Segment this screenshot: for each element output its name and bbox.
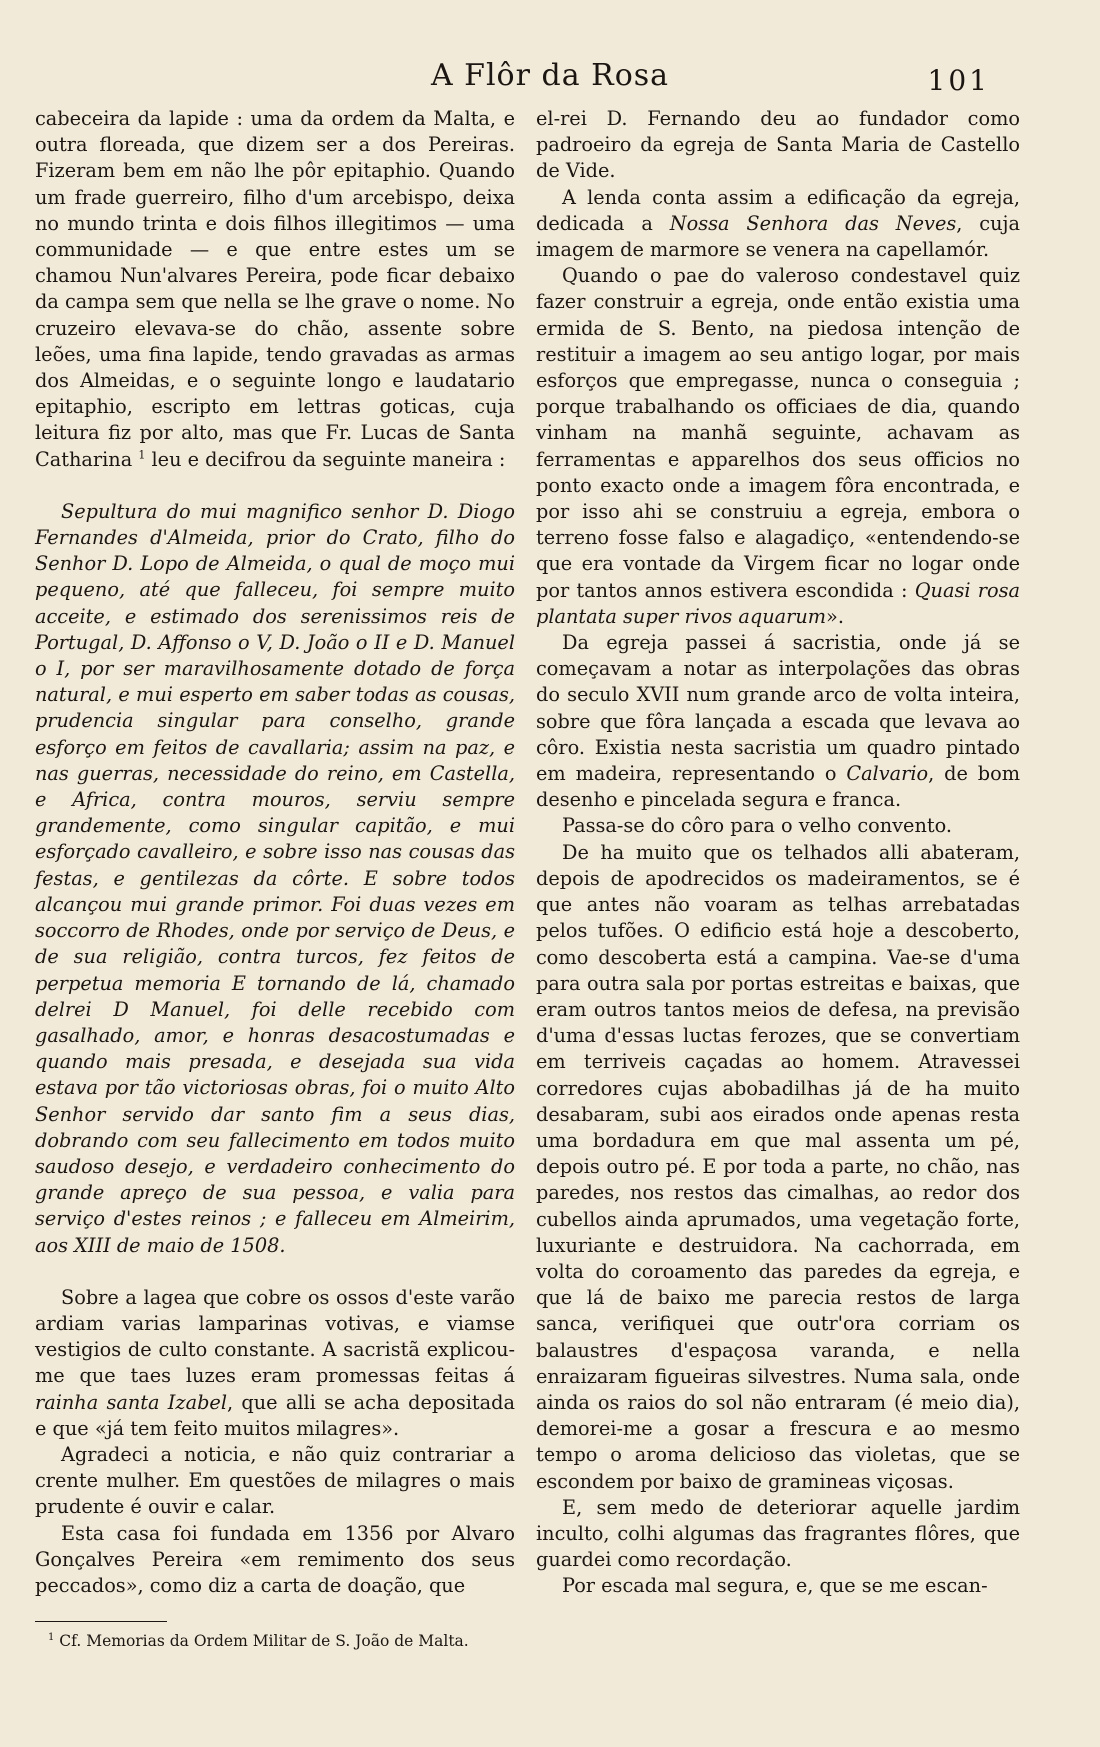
left-column [35, 106, 515, 1599]
paragraph: Esta casa foi fundada em 1356 por Alvaro Gonçalves Pereira «em remimento dos seus peccados», como diz a carta de doação, que [35, 1521, 515, 1597]
right-column [536, 106, 1020, 1600]
footnote-divider [35, 1621, 167, 1622]
paragraph: Agradeci a noticia, e não quiz contrariar a crente mulher. Em questões de milagres o mais prudente é ouvir e calar. [35, 1442, 515, 1519]
footnote-marker: 1 [48, 1631, 55, 1643]
footnote [48, 1630, 528, 1652]
running-head-title: A Flôr da Rosa [430, 58, 670, 93]
paragraph [536, 263, 1020, 630]
paragraph [35, 1285, 515, 1442]
page-number: 101 [927, 64, 990, 97]
text-run: leu e decifrou da seguinte maneira : [145, 447, 506, 471]
paragraph: el-rei D. Fernando deu ao fundador como padroeiro da egreja de Santa Maria de Castello de Vide. [536, 107, 1020, 183]
epitaph-inscription: Sepultura do mui magnifico senhor D. Diogo Fernandes d'Almeida, prior do Crato, filho do Senhor D. Lopo de Almeida, o qual de moço mui pequeno, até que falleceu, foi sempre muito acceite, e estimado dos serenissimos reis de Portugal, D. Affonso o V, D. João o II e D. Manuel o I, por ser maravilhosamente dotado de força natural, e mui esperto em saber todas as cousas, prudencia singular para conselho, grande esforço em feitos de cavallaria; assim na paz, e nas guerras, necessidade do reino, em Castella, e Africa, contra mouros, serviu sempre grandemente, como singular capitão, e mui esforçado cavalleiro, e sobre isso nas cousas das festas, e gentilezas da côrte. E sobre todos alcançou mui grande primor. Foi duas vezes em soccorro de Rhodes, onde por serviço de Deus, e de sua religião, contra turcos, fez feitos de perpetua memoria E tornando de lá, chamado delrei D Manuel, foi delle recebido com gasalhado, amor, e honras desacostumadas e quando mais presada, e desejada sua vida estava por tão victoriosas obras, foi o muito Alto Senhor servido dar santo fim a seus dias, dobrando com seu fallecimento em todos muito saudoso desejo, e verdadeiro conhecimento do grande apreço de sua pessoa, e valia para serviço d'estes reinos ; e falleceu em Almeirim, aos XIII de maio de 1508. [35, 499, 515, 1257]
paragraph: Por escada mal segura, e, que se me escan- [562, 1574, 988, 1598]
paragraph: E, sem medo de deteriorar aquelle jardim inculto, colhi algumas das fragrantes flôres, que guardei como recordação. [536, 1495, 1020, 1572]
text-run: Da egreja passei á sacristia, onde já se começavam a notar as interpolações das obras do seculo XVII num grande arco de volta inteira, sobre que fôra lançada a escada que levava ao côro. Existia nesta sacristia um quadro pintado em madeira, representando o [536, 631, 1020, 786]
paragraph [536, 185, 1020, 264]
text-run: , de bom desenho e pincelada segura e franca. [536, 762, 1020, 812]
text-run: , cuja imagem de marmore se venera na capellamór. [536, 211, 1020, 262]
italic-run: rainha santa Izabel [35, 1390, 227, 1414]
paragraph [35, 106, 515, 473]
text-run: ». [826, 604, 844, 628]
text-run: A lenda conta assim a edificação da egreja, dedicada a [536, 185, 1020, 235]
text-run: Sobre a lagea que cobre os ossos d'este varão ardiam varias lamparinas votivas, e viamse vestigios de culto constante. A sacristã explicou-me que taes luzes eram promessas feitas á [35, 1285, 515, 1388]
italic-run: Quasi rosa plantata super rivos aquarum [536, 578, 1020, 628]
italic-run: Calvario [846, 762, 929, 786]
paragraph [536, 630, 1020, 813]
footnote-marker: 1 [138, 448, 146, 462]
paragraph: De ha muito que os telhados alli abateram, depois de apodrecidos os madeiramentos, se é que antes não voaram as telhas arrebatadas pelos tufões. O edificio está hoje a descoberto, como descoberta está a campina. Vae-se d'uma para outra sala por portas estreitas e baixas, que eram outros tantos meios de defesa, na previsão d'uma d'essas luctas ferozes, que se convertiam em terriveis caçadas ao homem. Atravessei corredores cujas abobadilhas já de ha muito desabaram, subi aos eirados onde apenas resta uma bordadura em que mal assenta um pé, depois outro pé. E por toda a parte, no chão, nas paredes, nos restos das cimalhas, ao redor dos cubellos ainda aprumados, uma vegetação forte, luxuriante e destruidora. Na cachorrada, em volta do coroamento das paredes da egreja, e que lá de baixo me parecia restos de larga sanca, verifiquei que outr'ora corriam os balaustres d'espaçosa varanda, e nella enraizaram figueiras silvestres. Numa sala, onde ainda os raios do sol não entraram (é meio dia), demorei-me a gosar a frescura e ao mesmo tempo o aroma delicioso das violetas, que se escondem por baixo de gramineas viçosas. [536, 840, 1020, 1493]
text-run: cabeceira da lapide : uma da ordem da Malta, e outra floreada, que dizem ser a dos Pereiras. Fizeram bem em não lhe pôr epitaphio. Quando um frade guerreiro, filho d'um arcebispo, deixa no mundo trinta e dois filhos illegitimos — uma communidade — e que entre estes um se chamou Nun'alvares Pereira, pode ficar debaixo da campa sem que nella se lhe grave o nome. No cruzeiro elevava-se do chão, assente sobre leões, uma fina lapide, tendo gravadas as armas dos Almeidas, e o seguinte longo e laudatario epitaphio, escripto em lettras goticas, cuja leitura fiz por alto, mas que Fr. Lucas de Santa Catharina [35, 107, 515, 471]
text-run: Quando o pae do valeroso condestavel quiz fazer construir a egreja, onde então existia uma ermida de S. Bento, na piedosa intenção de restituir a imagem ao seu antigo logar, por mais esforços que empregasse, nunca o conseguia ; porque trabalhando os officiaes de dia, quando vinham na manhã seguinte, achavam as ferramentas e apparelhos dos seus officios no ponto exacto onde a imagem fôra encontrada, e por isso ahi se construiu a egreja, embora o terreno fosse falso e alagadiço, «entendendo-se que era vontade da Virgem ficar no logar onde por tantos annos estivera escondida : [536, 264, 1020, 602]
text-run: , que alli se acha depositada e que «já tem feito muitos milagres». [35, 1390, 515, 1440]
paragraph: Passa-se do côro para o velho convento. [562, 814, 953, 838]
italic-run: Nossa Senhora das Neves [669, 211, 957, 235]
footnote-text: Cf. Memorias da Ordem Militar de S. João de Malta. [54, 1632, 469, 1650]
